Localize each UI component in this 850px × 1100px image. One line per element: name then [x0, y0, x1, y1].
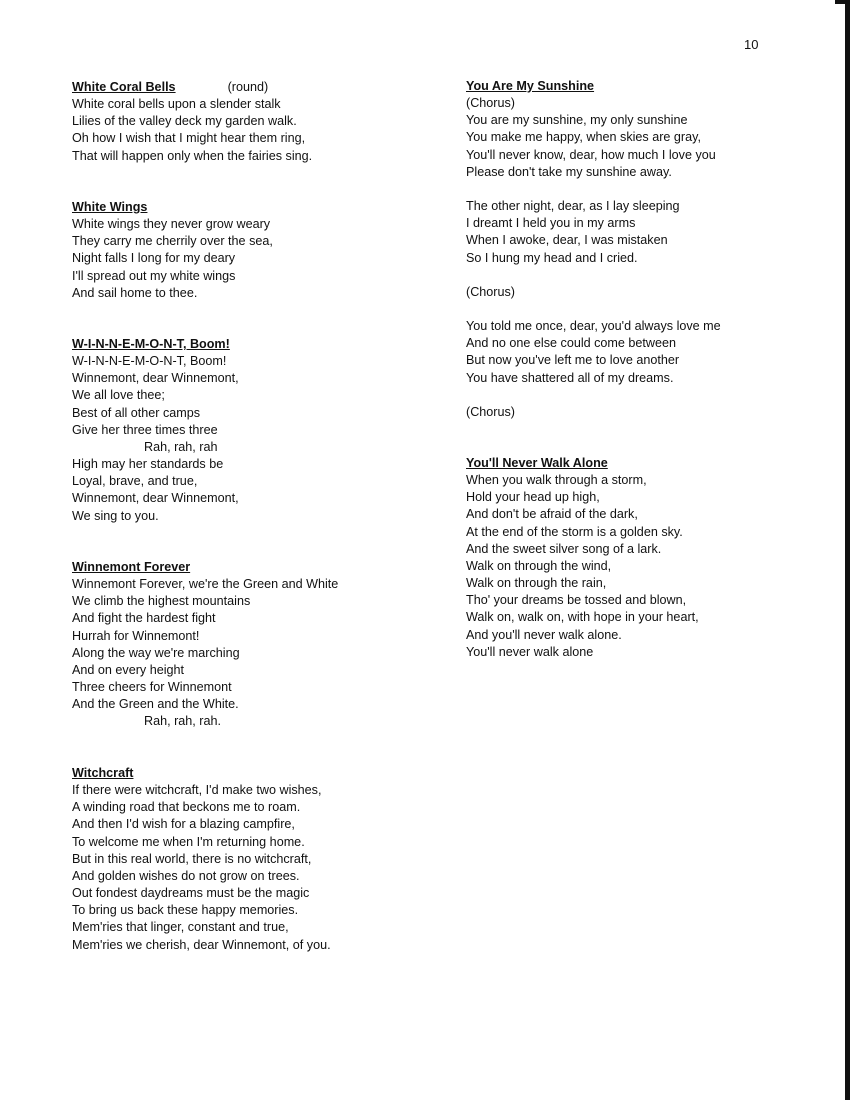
stanza — [466, 404, 721, 421]
lyric-line: Winnemont, dear Winnemont, — [72, 491, 239, 506]
lyric-line: But in this real world, there is no witchcraft, — [72, 851, 312, 866]
lyric-line: Mem'ries we cherish, dear Winnemont, of you. — [72, 937, 331, 952]
lyric-line: If there were witchcraft, I'd make two wishes, — [72, 783, 322, 798]
lyric-line: When I awoke, dear, I was mistaken — [466, 233, 668, 248]
lyric-line: (Chorus) — [466, 404, 515, 419]
lyric-line: And fight the hardest fight — [72, 611, 216, 626]
song-title: White Coral Bells — [72, 80, 176, 94]
lyric-line: To welcome me when I'm returning home. — [72, 834, 305, 849]
lyric-line: I dreamt I held you in my arms — [466, 216, 636, 231]
lyric-line: You make me happy, when skies are gray, — [466, 130, 701, 145]
lyric-line: And you'll never walk alone. — [466, 627, 622, 642]
lyric-line: At the end of the storm is a golden sky. — [466, 524, 683, 539]
lyric-line: Best of all other camps — [72, 405, 201, 420]
scan-border-corner — [835, 0, 845, 4]
lyric-line: But now you've left me to love another — [466, 353, 680, 368]
lyric-line: Night falls I long for my deary — [72, 251, 236, 266]
lyric-line: Out fondest daydreams must be the magic — [72, 886, 310, 901]
lyric-line: Walk on through the wind, — [466, 558, 612, 573]
lyric-line: When you walk through a storm, — [466, 473, 647, 488]
lyric-line: Winnemont Forever, we're the Green and White — [72, 577, 339, 592]
lyric-line: White wings they never grow weary — [72, 217, 271, 232]
song-witchcraft — [72, 765, 331, 954]
stanza — [466, 198, 721, 267]
lyric-line: White coral bells upon a slender stalk — [72, 97, 281, 112]
song-you-are-my-sunshine — [466, 78, 721, 438]
song-title: W-I-N-N-E-M-O-N-T, Boom! — [72, 337, 230, 351]
lyric-line: Rah, rah, rah. — [144, 714, 222, 729]
lyric-line: W-I-N-N-E-M-O-N-T, Boom! — [72, 354, 227, 369]
lyric-line: Mem'ries that linger, constant and true, — [72, 920, 289, 935]
page-number: 10 — [744, 37, 759, 52]
lyric-line: They carry me cherrily over the sea, — [72, 234, 273, 249]
lyric-line: To bring us back these happy memories. — [72, 903, 299, 918]
stanza — [466, 284, 721, 301]
song-youll-never-walk-alone — [466, 455, 699, 661]
scan-border-edge — [845, 0, 850, 1100]
song-winnemont-forever — [72, 559, 338, 731]
lyric-line: And no one else could come between — [466, 336, 677, 351]
lyric-line: And on every height — [72, 662, 185, 677]
lyric-line: And the Green and the White. — [72, 697, 239, 712]
lyric-line: Loyal, brave, and true, — [72, 474, 198, 489]
song-title: Witchcraft — [72, 766, 134, 780]
lyric-line: So I hung my head and I cried. — [466, 250, 638, 265]
lyric-line: Hold your head up high, — [466, 490, 600, 505]
lyric-line: (Chorus) — [466, 284, 515, 299]
lyric-line: Walk on, walk on, with hope in your heart, — [466, 610, 699, 625]
lyric-line: High may her standards be — [72, 457, 224, 472]
lyric-line: Tho' your dreams be tossed and blown, — [466, 593, 687, 608]
song-white-wings — [72, 199, 273, 302]
song-winnemont-boom — [72, 336, 239, 525]
lyric-line: You'll never walk alone — [466, 644, 594, 659]
lyric-line: I'll spread out my white wings — [72, 268, 236, 283]
lyric-line: Winnemont, dear Winnemont, — [72, 371, 239, 386]
lyric-line: We sing to you. — [72, 508, 159, 523]
lyric-line: Lilies of the valley deck my garden walk. — [72, 114, 297, 129]
lyric-line: The other night, dear, as I lay sleeping — [466, 199, 680, 214]
lyric-line: A winding road that beckons me to roam. — [72, 800, 301, 815]
song-white-coral-bells — [72, 79, 312, 165]
lyric-line: And golden wishes do not grow on trees. — [72, 868, 300, 883]
lyric-line: (Chorus) — [466, 96, 515, 111]
lyric-line: You have shattered all of my dreams. — [466, 370, 674, 385]
lyric-line: And then I'd wish for a blazing campfire, — [72, 817, 295, 832]
lyric-line: And don't be afraid of the dark, — [466, 507, 638, 522]
lyric-line: That will happen only when the fairies sing. — [72, 148, 313, 163]
lyric-line: Please don't take my sunshine away. — [466, 164, 672, 179]
song-title: You'll Never Walk Alone — [466, 456, 608, 470]
song-title: Winnemont Forever — [72, 560, 191, 574]
lyric-line: Give her three times three — [72, 422, 218, 437]
stanza — [466, 95, 721, 181]
lyric-line: You told me once, dear, you'd always love me — [466, 319, 721, 334]
lyric-line: Walk on through the rain, — [466, 576, 607, 591]
song-title: White Wings — [72, 200, 148, 214]
lyric-line: And the sweet silver song of a lark. — [466, 541, 662, 556]
lyric-line: And sail home to thee. — [72, 285, 198, 300]
lyric-line: Hurrah for Winnemont! — [72, 628, 200, 643]
lyric-line: Along the way we're marching — [72, 645, 240, 660]
stanza — [466, 318, 721, 387]
lyric-line: Rah, rah, rah — [144, 439, 218, 454]
lyric-line: Oh how I wish that I might hear them ring, — [72, 131, 306, 146]
song-title: You Are My Sunshine — [466, 79, 595, 93]
lyric-line: You are my sunshine, my only sunshine — [466, 113, 688, 128]
lyric-line: We all love thee; — [72, 388, 165, 403]
lyric-line: Three cheers for Winnemont — [72, 680, 232, 695]
song-note: (round) — [227, 80, 269, 94]
lyric-line: You'll never know, dear, how much I love you — [466, 147, 716, 162]
lyric-line: We climb the highest mountains — [72, 594, 251, 609]
